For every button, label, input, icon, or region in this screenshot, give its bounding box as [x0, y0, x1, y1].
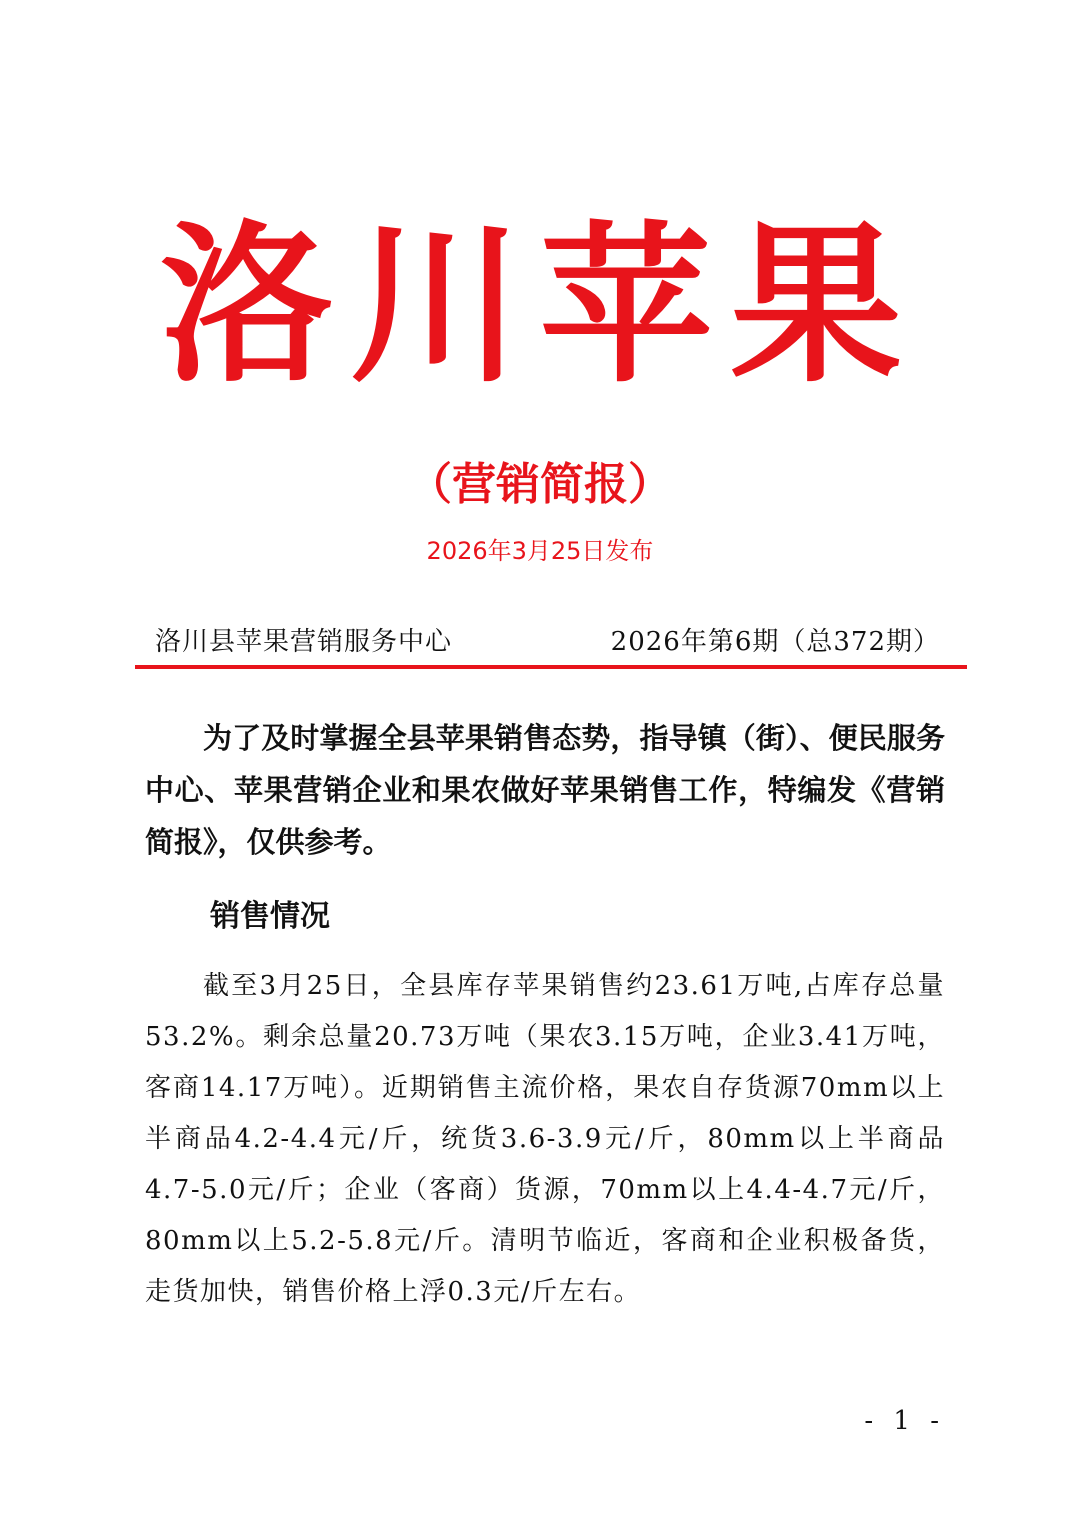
intro-paragraph: 为了及时掌握全县苹果销售态势，指导镇（街）、便民服务中心、苹果营销企业和果农做好苹果销售工作，特编发《营销简报》，仅供参考。 — [145, 721, 945, 859]
section-heading: 销售情况 — [210, 899, 330, 934]
header-divider — [135, 665, 967, 669]
issue-number: 2026年第6期（总372期） — [610, 627, 940, 657]
sales-paragraph: 截至3月25日，全县库存苹果销售约23.61万吨,占库存总量53.2%。剩余总量20.73万吨（果农3.15万吨，企业3.41万吨，客商14.17万吨）。近期销售主流价格，果农自存货源70mm以上半商品4.2-4.4元/斤，统货3.6-3.9元/斤，80mm以上半商品4.7-5.0元/斤；企业（客商）货源，70mm以上4.4-4.7元/斤，80mm以上5.2-5.8元/斤。清明节临近，客商和企业积极备货，走货加快，销售价格上浮0.3元/斤左右。 — [145, 971, 945, 1307]
issuing-organization: 洛川县苹果营销服务中心 — [155, 627, 453, 657]
masthead-title: 洛川苹果 — [160, 203, 920, 406]
masthead-subtitle: （营销简报） — [408, 459, 672, 510]
page-number: - 1 - — [864, 1406, 945, 1436]
publish-date: 2026年3月25日发布 — [426, 537, 654, 565]
